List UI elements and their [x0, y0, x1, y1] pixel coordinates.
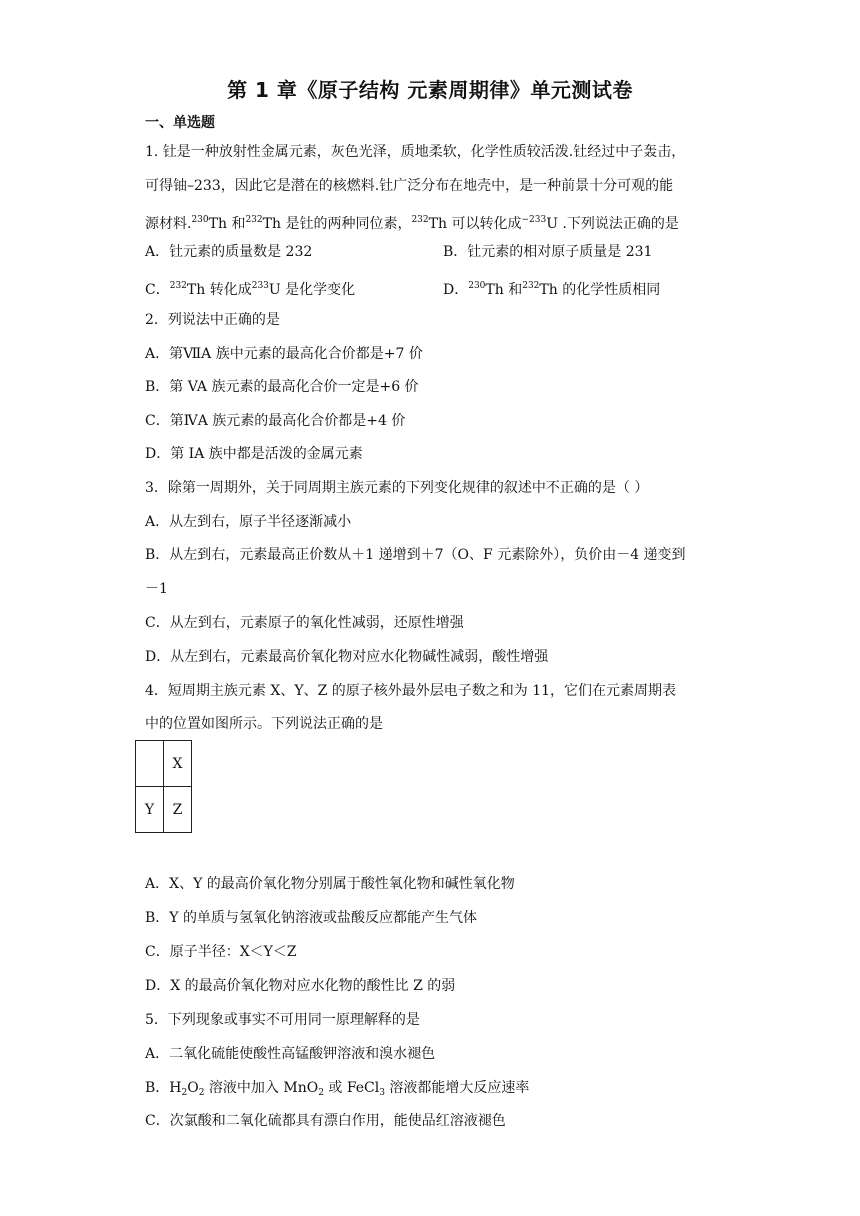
q1-text: U .下列说法正确的是	[546, 216, 679, 232]
table-cell: X	[164, 741, 192, 787]
table-cell: Z	[164, 787, 192, 833]
q1-text: C．	[145, 282, 170, 298]
q1-line3	[145, 210, 679, 234]
q2-option-c: C．第ⅣA 族元素的最高化合价都是+4 价	[145, 413, 406, 429]
q2-option-d: D．第 IA 族中都是活泼的金属元素	[145, 446, 363, 462]
q1-text: Th 的化学性质相同	[539, 282, 661, 298]
q5-text: O	[187, 1080, 199, 1096]
q1-line2: 可得铀–233，因此它是潜在的核燃料.钍广泛分布在地壳中，是一种前景十分可观的能	[145, 178, 674, 194]
q1-text: Th 可以转化成	[428, 216, 522, 232]
q1-line1: 1. 钍是一种放射性金属元素，灰色光泽，质地柔软，化学性质较活泼.钍经过中子轰击，	[145, 144, 686, 160]
q1-text: Th 和	[208, 216, 246, 232]
q1-option-c	[145, 276, 355, 300]
page-title: 第 1 章《原子结构 元素周期律》单元测试卷	[227, 78, 633, 102]
q3-option-b-line2: －1	[145, 581, 168, 597]
q1-sup: 232	[522, 281, 540, 291]
q5-sub: 2	[318, 1088, 324, 1098]
q5-option-a: A．二氧化硫能使酸性高锰酸钾溶液和溴水褪色	[145, 1046, 436, 1062]
q4-option-a: A．X、Y 的最高价氧化物分别属于酸性氧化物和碱性氧化物	[145, 876, 515, 892]
q2-option-b: B．第 VA 族元素的最高化合价一定是+6 价	[145, 379, 419, 395]
table-cell: Y	[136, 787, 164, 833]
q2-stem: 2．列说法中正确的是	[145, 312, 280, 328]
q5-option-b	[145, 1078, 529, 1103]
q4-option-b: B．Y 的单质与氢氧化钠溶液或盐酸反应都能产生气体	[145, 910, 477, 926]
q3-stem: 3．除第一周期外，关于同周期主族元素的下列变化规律的叙述中不正确的是（ ）	[145, 480, 649, 496]
q1-sup: 233	[251, 281, 269, 291]
q1-text: Th 是钍的两种同位素，	[262, 216, 412, 232]
section-heading: 一、单选题	[145, 115, 215, 131]
q5-option-c: C．次氯酸和二氧化硫都具有漂白作用，能使品红溶液褪色	[145, 1113, 506, 1129]
q1-sup: 230	[191, 215, 209, 225]
q1-sup: −233	[521, 215, 547, 225]
q4-option-c: C．原子半径：X＜Y＜Z	[145, 944, 297, 960]
q5-text: 溶液都能增大反应速率	[384, 1080, 530, 1096]
q5-sub: 3	[379, 1088, 385, 1098]
q1-text: Th 和	[485, 282, 523, 298]
table-cell	[136, 741, 164, 787]
q2-option-a: A．第ⅦA 族中元素的最高化合价都是+7 价	[145, 346, 423, 362]
q1-sup: 230	[468, 281, 486, 291]
q1-sup: 232	[411, 215, 429, 225]
q5-sub: 2	[181, 1088, 188, 1098]
q3-option-c: C．从左到右，元素原子的氧化性减弱，还原性增强	[145, 615, 464, 631]
q1-sup: 232	[245, 215, 263, 225]
periodic-table-fragment	[135, 740, 192, 833]
q5-sub: 2	[198, 1088, 205, 1098]
q5-text: 溶液中加入 MnO	[204, 1080, 319, 1096]
q5-text: B．H	[145, 1080, 182, 1096]
q4-option-d: D．X 的最高价氧化物对应水化物的酸性比 Z 的弱	[145, 978, 456, 994]
q1-sup: 232	[169, 281, 187, 291]
q5-text: 或 FeCl	[323, 1080, 380, 1096]
q1-text: U 是化学变化	[268, 282, 356, 298]
q3-option-d: D．从左到右，元素最高价氧化物对应水化物碱性减弱，酸性增强	[145, 649, 549, 665]
q3-option-a: A．从左到右，原子半径逐渐减小	[145, 514, 352, 530]
q1-text: D．	[443, 282, 469, 298]
q1-option-d	[443, 276, 660, 300]
q3-option-b-line1: B．从左到右，元素最高正价数从＋1 递增到＋7（O、F 元素除外），负价由－4 递变到	[145, 547, 686, 563]
q1-text: 源材料.	[145, 216, 192, 232]
q1-text: Th 转化成	[186, 282, 252, 298]
q4-stem-line1: 4．短周期主族元素 X、Y、Z 的原子核外最外层电子数之和为 11，它们在元素周期表	[145, 683, 677, 699]
q4-stem-line2: 中的位置如图所示。下列说法正确的是	[145, 716, 383, 732]
q1-option-b: B．钍元素的相对原子质量是 231	[443, 244, 653, 260]
q1-option-a: A．钍元素的质量数是 232	[145, 244, 313, 260]
q5-stem: 5．下列现象或事实不可用同一原理解释的是	[145, 1012, 420, 1028]
